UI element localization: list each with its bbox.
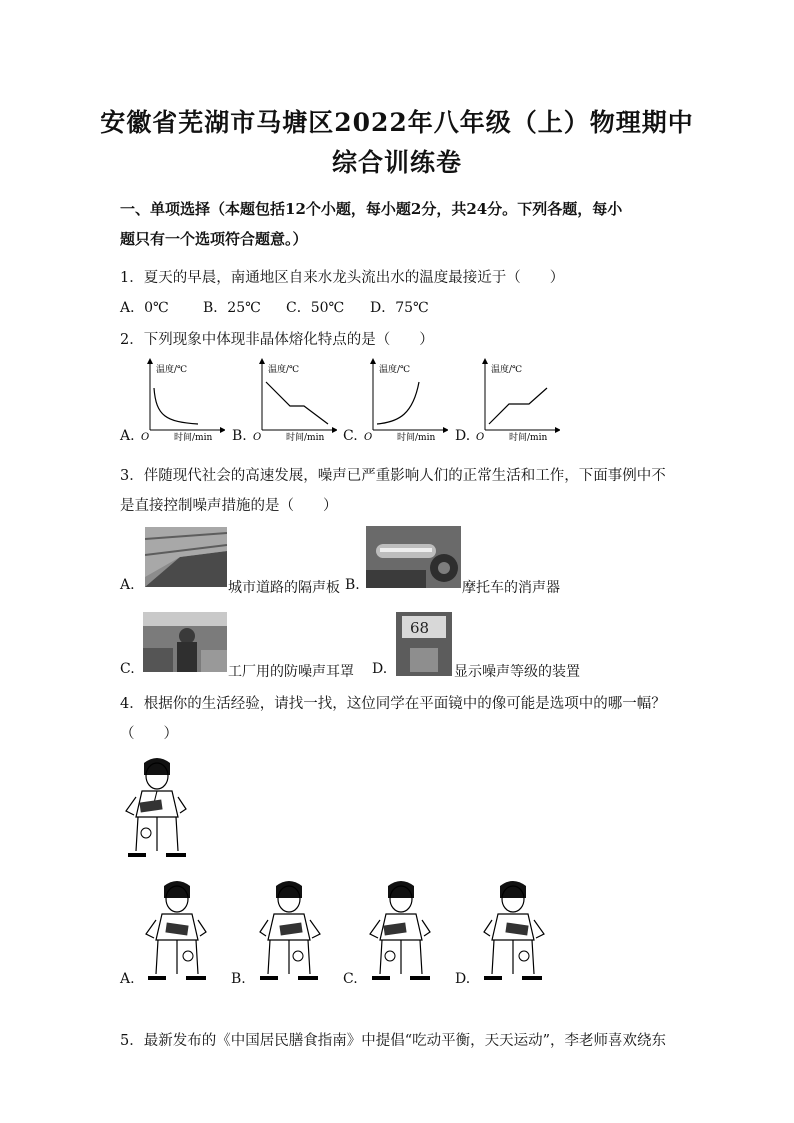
q2-graph-c (363, 358, 448, 442)
q2-option-a-label: A. (120, 428, 135, 444)
q4-option-b-label: B. (231, 971, 246, 987)
q1-option-a: A．0℃ (120, 300, 169, 316)
question-3-line2: 是直接控制噪声措施的是（ ） (120, 498, 338, 514)
q3-photo-earmuffs (143, 612, 227, 672)
section-heading-line2: 题只有一个选项符合题意。） (120, 230, 308, 248)
question-4: 4．根据你的生活经验，请找一找，这位同学在平面镜中的像可能是选项中的哪一幅？ (120, 696, 666, 712)
q2-graph-c-xlabel: 时间/min (397, 433, 436, 442)
q2-graph-a-origin: O (141, 432, 150, 442)
q2-graph-b-ylabel: 温度/℃ (268, 365, 300, 375)
q2-option-c-label: C. (343, 428, 358, 444)
q3-option-b-label: B. (345, 577, 360, 593)
q2-graph-c-origin: O (364, 432, 373, 442)
q2-graph-a (140, 358, 225, 442)
q2-option-d-label: D. (455, 428, 471, 444)
q2-graph-d (475, 358, 560, 442)
q2-graph-d-ylabel: 温度/℃ (491, 365, 523, 375)
q3-photo-noise-meter (396, 612, 452, 676)
q4-option-a-figure (140, 878, 214, 982)
page-title: 安徽省芜湖市马塘区2022年八年级（上）物理期中 (100, 108, 694, 137)
q2-graph-d-xlabel: 时间/min (509, 433, 548, 442)
q3-caption-b: 摩托车的消声器 (462, 580, 560, 596)
q3-noise-meter-reading: 68 (410, 619, 430, 637)
q1-option-b: B．25℃ (203, 300, 261, 316)
q4-option-d-figure (476, 878, 550, 982)
q4-option-c-label: C. (343, 971, 358, 987)
question-3: 3．伴随现代社会的高速发展，噪声已严重影响人们的正常生活和工作，下面事例中不 (120, 468, 666, 484)
q2-graph-c-ylabel: 温度/℃ (379, 365, 411, 375)
q1-option-d: D．75℃ (370, 300, 429, 316)
q2-graph-b (252, 358, 337, 442)
q3-caption-d: 显示噪声等级的装置 (454, 664, 580, 680)
q4-option-a-label: A. (120, 971, 135, 987)
q2-graph-b-origin: O (253, 432, 262, 442)
q3-photo-muffler (366, 526, 461, 588)
question-4-line2: （ ） (120, 726, 178, 742)
q2-graph-b-xlabel: 时间/min (286, 433, 325, 442)
q3-option-c-label: C. (120, 661, 135, 677)
q3-option-d-label: D. (372, 661, 388, 677)
question-2: 2．下列现象中体现非晶体熔化特点的是（ ） (120, 332, 434, 348)
q4-student-figure (122, 755, 192, 859)
q3-caption-a: 城市道路的隔声板 (228, 580, 340, 596)
q3-caption-c: 工厂用的防噪声耳罩 (228, 664, 354, 680)
q2-graph-a-ylabel: 温度/℃ (156, 365, 188, 375)
question-1: 1．夏天的早晨，南通地区自来水龙头流出水的温度最接近于（ ） (120, 270, 565, 286)
question-5: 5．最新发布的《中国居民膳食指南》中提倡“吃动平衡，天天运动”，李老师喜欢绕东 (120, 1033, 667, 1049)
q2-graph-a-xlabel: 时间/min (174, 433, 213, 442)
section-heading: 一、单项选择（本题包括12个小题，每小题2分，共24分。下列各题，每小 (120, 200, 623, 218)
q2-option-b-label: B. (232, 428, 247, 444)
q2-graph-d-origin: O (476, 432, 485, 442)
q3-option-a-label: A. (120, 577, 135, 593)
q4-option-b-figure (252, 878, 326, 982)
q4-option-d-label: D. (455, 971, 471, 987)
q4-option-c-figure (364, 878, 438, 982)
q3-photo-noise-barrier (145, 527, 227, 587)
q1-option-c: C．50℃ (286, 300, 345, 316)
page-title-line2: 综合训练卷 (331, 148, 462, 177)
